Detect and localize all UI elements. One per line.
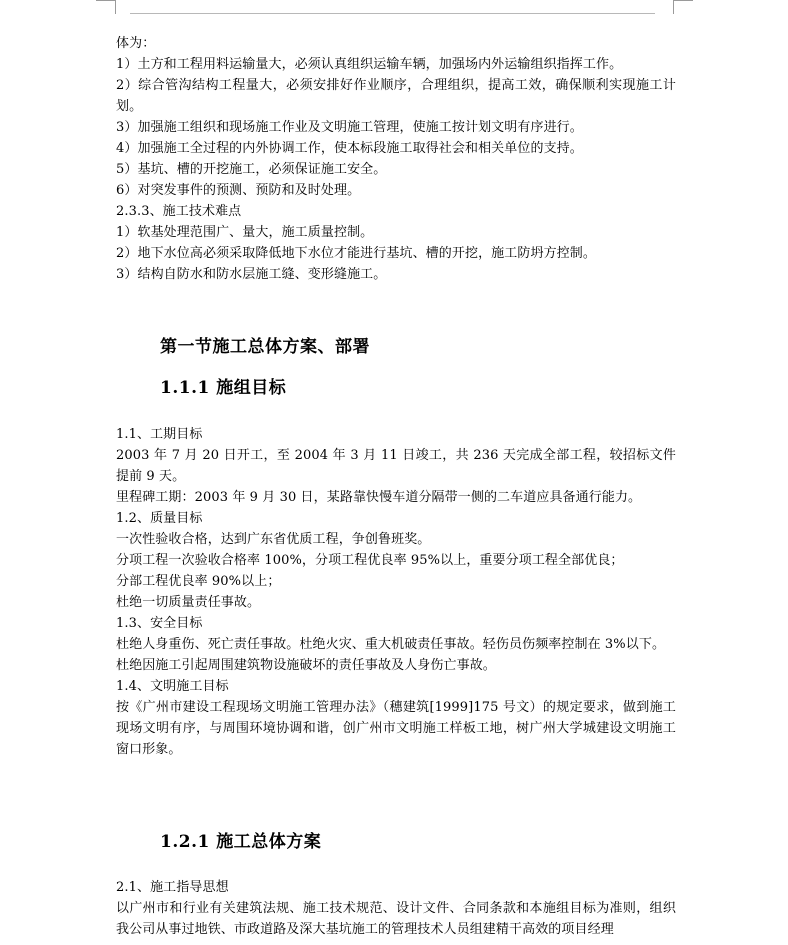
- header-rule: [130, 13, 655, 14]
- text-block-goals: [116, 424, 676, 760]
- paragraph: 杜绝一切质量责任事故。: [116, 595, 261, 610]
- paragraph: 4）加强施工全过程的内外协调工作，使本标段施工取得社会和相关单位的支持。: [116, 141, 583, 156]
- paragraph: 以广州市和行业有关建筑法规、施工技术规范、设计文件、合同条款和本施组目标为准则，组织我公司从事过地铁、市政道路及深大基坑施工的管理技术人员组建精干高效的项目经理: [116, 901, 676, 937]
- paragraph: 一次性验收合格，达到广东省优质工程，争创鲁班奖。: [116, 532, 431, 547]
- paragraph: 1.4、文明施工目标: [116, 679, 229, 694]
- crop-mark-top-left-horizontal: [96, 0, 116, 1]
- crop-mark-top-right-vertical: [673, 0, 674, 14]
- section-title: 第一节施工总体方案、部署: [160, 337, 370, 357]
- paragraph: 1.1、工期目标: [116, 427, 203, 442]
- paragraph: 按《广州市建设工程现场文明施工管理办法》（穗建筑[1999]175 号文）的规定要求，做到施工现场文明有序，与周围环境协调和谐，创广州市文明施工样板工地，树广州大学城建设文明施工窗口形象。: [116, 700, 676, 757]
- subsection-title-overall-plan: 1.2.1 施工总体方案: [160, 832, 322, 852]
- paragraph: 5）基坑、槽的开挖施工，必须保证施工安全。: [116, 162, 387, 177]
- paragraph: 2）地下水位高必须采取降低地下水位才能进行基坑、槽的开挖，施工防坍方控制。: [116, 246, 596, 261]
- paragraph: 2）综合管沟结构工程量大，必须安排好作业顺序，合理组织，提高工效，确保顺利实现施工计划。: [116, 78, 676, 114]
- paragraph: 体为：: [116, 36, 156, 51]
- paragraph: 3）结构自防水和防水层施工缝、变形缝施工。: [116, 267, 387, 282]
- paragraph: 1.2、质量目标: [116, 511, 203, 526]
- paragraph: 分项工程一次验收合格率 100%，分项工程优良率 95%以上，重要分项工程全部优良；: [116, 553, 624, 568]
- paragraph: 2003 年 7 月 20 日开工，至 2004 年 3 月 11 日竣工，共 236 天完成全部工程，较招标文件提前 9 天。: [116, 448, 676, 484]
- text-block-guiding-ideas: [116, 877, 676, 940]
- paragraph: 1.3、安全目标: [116, 616, 203, 631]
- paragraph: 6）对突发事件的预测、预防和及时处理。: [116, 183, 361, 198]
- paragraph: 杜绝因施工引起周围建筑物设施破坏的责任事故及人身伤亡事故。: [116, 658, 496, 673]
- paragraph: 里程碑工期：2003 年 9 月 30 日，某路靠快慢车道分隔带一侧的二车道应具备通行能力。: [116, 490, 642, 505]
- paragraph: 分部工程优良率 90%以上；: [116, 574, 281, 589]
- crop-mark-top-left-vertical: [115, 0, 116, 14]
- paragraph: 2.1、施工指导思想: [116, 880, 229, 895]
- paragraph: 2.3.3、施工技术难点: [116, 204, 242, 219]
- paragraph: 1）软基处理范围广、量大，施工质量控制。: [116, 225, 374, 240]
- crop-mark-top-right-horizontal: [673, 0, 693, 1]
- paragraph: 杜绝人身重伤、死亡责任事故。杜绝火灾、重大机破责任事故。轻伤员伤频率控制在 3%以下。: [116, 637, 666, 652]
- paragraph: 1）土方和工程用料运输量大，必须认真组织运输车辆，加强场内外运输组织指挥工作。: [116, 57, 623, 72]
- subsection-title-goals: 1.1.1 施组目标: [160, 378, 287, 398]
- paragraph: 3）加强施工组织和现场施工作业及文明施工管理，使施工按计划文明有序进行。: [116, 120, 583, 135]
- text-block-requirements: [116, 33, 676, 285]
